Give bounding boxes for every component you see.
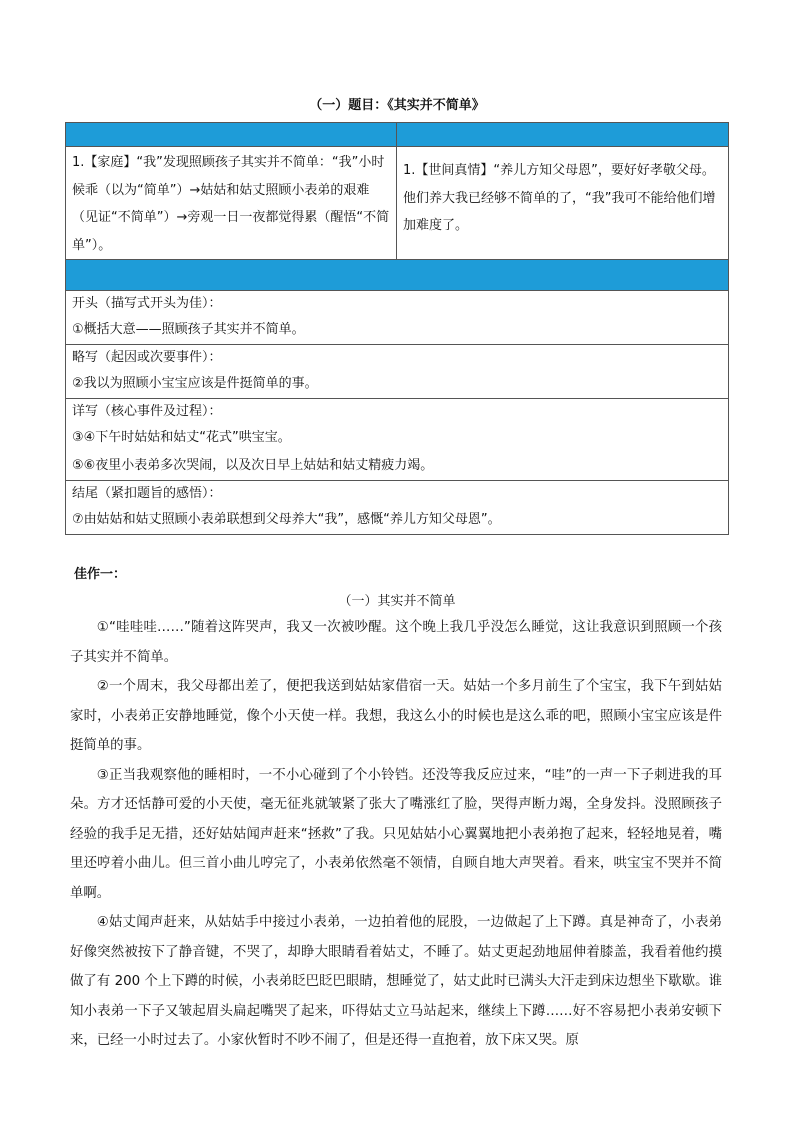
section-line: ②我以为照顾小宝宝应该是件挺简单的事。: [72, 376, 318, 391]
section-title: 开头（描写式开头为佳）：: [72, 296, 222, 311]
table-divider-row: [66, 260, 729, 291]
essay-paragraph: ③正当我观察他的睡相时，一不小心碰到了个小铃铛。还没等我反应过来，“哇”的一声一下子刺进我的耳朵。方才还恬静可爱的小天使，毫无征兆就皱紧了张大了嘴涨红了脸，哭得声断力竭，全身发抖。没照顾孩子经验的我手足无措，还好姑姑闻声赶来“拯救”了我。只见姑姑小心翼翼地把小表弟抱了起来，轻轻地晃着，嘴里还哼着小曲儿。但三首小曲儿哼完了，小表弟依然毫不领情，自顾自地大声哭着。看来，哄宝宝不哭并不简单啊。: [70, 767, 722, 901]
essay-body: [70, 613, 722, 1056]
section-ending: [66, 481, 729, 535]
section-brief: [66, 345, 729, 399]
section-line: ①概括大意——照顾孩子其实并不简单。: [72, 322, 305, 337]
essay-paragraph: ④姑丈闻声赶来，从姑姑手中接过小表弟，一边拍着他的屁股，一边做起了上下蹲。真是神奇了，小表弟好像突然被按下了静音键，不哭了，却睁大眼睛看着姑丈，不睡了。姑丈更起劲地屈伸着膝盖，我看着他约摸做了有 200 个上下蹲的时候，小表弟眨巴眨巴眼睛，想睡觉了，姑丈此时已满头大汗走到床边想坐下歇歇。谁知小表弟一下子又皱起眉头扁起嘴哭了起来，吓得姑丈立马站起来，继续上下蹲……好不容易把小表弟安顿下来，已经一小时过去了。小家伙暂时不吵不闹了，但是还得一直抱着，放下床又哭。原: [70, 915, 722, 1048]
table-header-row: [66, 123, 729, 147]
section-detail: [66, 399, 729, 481]
document-heading: （一）题目：《其实并不简单》: [309, 98, 485, 113]
essay-paragraph: ①“哇哇哇……”随着这阵哭声，我又一次被吵醒。这个晚上我几乎没怎么睡觉，这让我意识到照顾一个孩子其实并不简单。: [70, 620, 722, 665]
section-title: 结尾（紧扣题旨的感悟）：: [72, 486, 222, 501]
section-row-opening: [66, 291, 729, 345]
section-row-ending: [66, 481, 729, 535]
section-row-detail: [66, 399, 729, 481]
theme-cell-left: 1.【家庭】“我”发现照顾孩子其实并不简单：“我”小时候乖（以为“简单”）→姑姑和姑丈照顾小表弟的艰难（见证“不简单”）→旁观一日一夜都觉得累（醒悟“不简单”）。: [66, 147, 397, 260]
sample-label: 佳作一：: [74, 567, 127, 582]
essay-paragraph: ②一个周末，我父母都出差了，便把我送到姑姑家借宿一天。姑姑一个多月前生了个宝宝，我下午到姑姑家时，小表弟正安静地睡觉，像个小天使一样。我想，我这么小的时候也是这么乖的吧，照顾小宝宝应该是件挺简单的事。: [70, 679, 722, 753]
table-row-themes: [66, 147, 729, 260]
header-cell-right: [397, 123, 729, 147]
section-opening: [66, 291, 729, 345]
theme-cell-right: 1.【世间真情】“养儿方知父母恩”，要好好孝敬父母。他们养大我已经够不简单的了，“我”我可不能给他们增加难度了。: [397, 147, 729, 260]
header-cell-left: [66, 123, 397, 147]
section-title: 详写（核心事件及过程）：: [72, 404, 222, 419]
section-line: ⑤⑥夜里小表弟多次哭闹，以及次日早上姑姑和姑丈精疲力竭。: [72, 458, 434, 473]
section-title: 略写（起因或次要事件）：: [72, 350, 222, 365]
section-row-brief: [66, 345, 729, 399]
divider-cell: [66, 260, 729, 291]
section-line: ③④下午时姑姑和姑丈“花式”哄宝宝。: [72, 430, 291, 445]
outline-table: [65, 122, 729, 535]
section-line: ⑦由姑姑和姑丈照顾小表弟联想到父母养大“我”，感慨“养儿方知父母恩”。: [72, 512, 501, 527]
essay-title: （一）其实并不简单: [338, 594, 456, 609]
